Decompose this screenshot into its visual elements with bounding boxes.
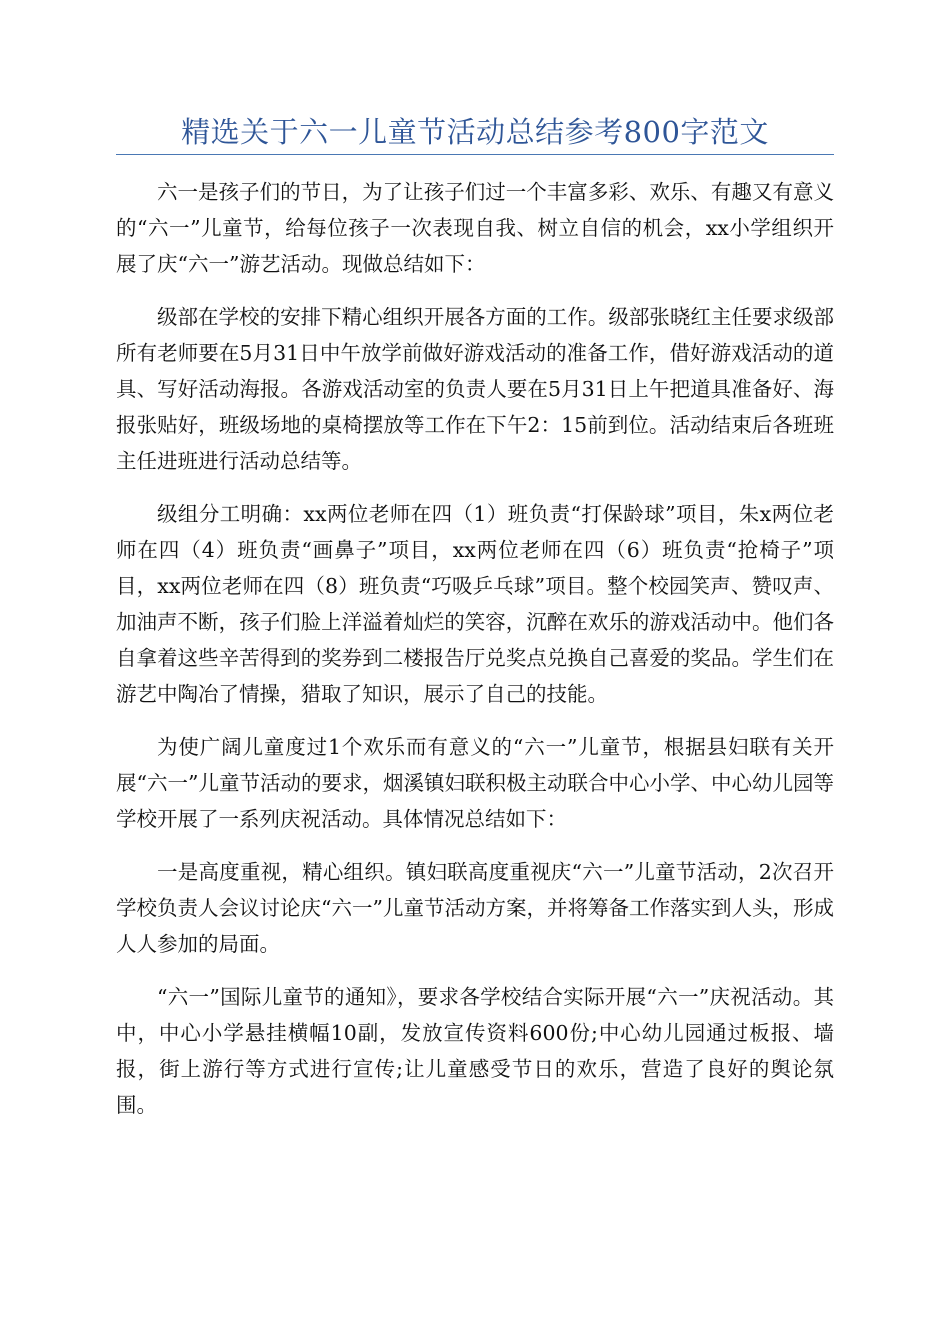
paragraph: 一是高度重视，精心组织。镇妇联高度重视庆“六一”儿童节活动，2次召开学校负责人会议讨论庆“六一”儿童节活动方案，并将筹备工作落实到人头，形成人人参加的局面。	[116, 860, 834, 956]
paragraph: 级组分工明确：xx两位老师在四（1）班负责“打保龄球”项目，朱x两位老师在四（4）班负责“画鼻子”项目，xx两位老师在四（6）班负责“抢椅子”项目，xx两位老师在四（8）班负责“巧吸乒乓球”项目。整个校园笑声、赞叹声、加油声不断，孩子们脸上洋溢着灿烂的笑容，沉醉在欢乐的游戏活动中。他们各自拿着这些辛苦得到的奖券到二楼报告厅兑奖点兑换自己喜爱的奖品。学生们在游艺中陶冶了情操，猎取了知识，展示了自己的技能。	[116, 502, 834, 706]
paragraph: 级部在学校的安排下精心组织开展各方面的工作。级部张晓红主任要求级部所有老师要在5月31日中午放学前做好游戏活动的准备工作，借好游戏活动的道具、写好活动海报。各游戏活动室的负责人要在5月31日上午把道具准备好、海报张贴好，班级场地的桌椅摆放等工作在下午2：15前到位。活动结束后各班班主任进班进行活动总结等。	[116, 305, 834, 473]
title-block	[116, 110, 834, 155]
paragraph: 为使广阔儿童度过1个欢乐而有意义的“六一”儿童节，根据县妇联有关开展“六一”儿童节活动的要求，烟溪镇妇联积极主动联合中心小学、中心幼儿园等学校开展了一系列庆祝活动。具体情况总结如下：	[116, 735, 834, 831]
paragraph: “六一”国际儿童节的通知》，要求各学校结合实际开展“六一”庆祝活动。其中，中心小学悬挂横幅10副，发放宣传资料600份;中心幼儿园通过板报、墙报，街上游行等方式进行宣传;让儿童感受节日的欢乐，营造了良好的舆论氛围。	[116, 985, 834, 1117]
document-title: 精选关于六一儿童节活动总结参考800字范文	[181, 115, 769, 149]
paragraph: 六一是孩子们的节日，为了让孩子们过一个丰富多彩、欢乐、有趣又有意义的“六一”儿童节，给每位孩子一次表现自我、树立自信的机会，xx小学组织开展了庆“六一”游艺活动。现做总结如下：	[116, 180, 834, 276]
document-body	[116, 174, 834, 1140]
